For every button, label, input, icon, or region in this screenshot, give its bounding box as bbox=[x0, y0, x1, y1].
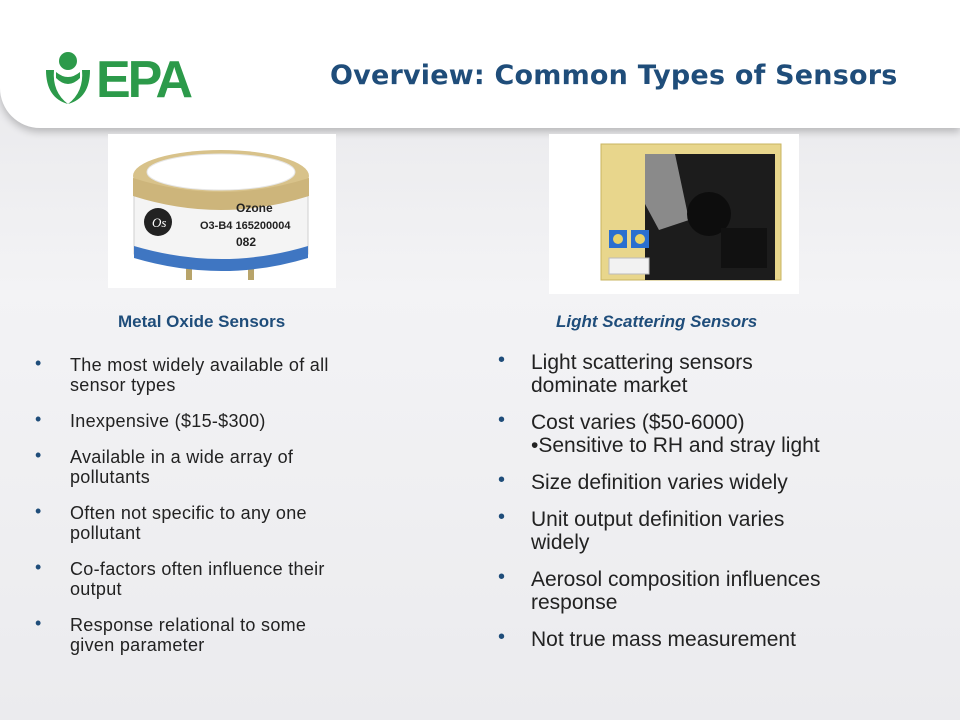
epa-logo bbox=[42, 48, 192, 110]
header-bar bbox=[0, 0, 960, 128]
metal-oxide-heading: Metal Oxide Sensors bbox=[118, 312, 286, 331]
bullet-icon: • bbox=[498, 566, 506, 588]
list-item: • Not true mass measurement bbox=[498, 626, 796, 651]
bullet-icon: • bbox=[498, 349, 506, 371]
bullet-icon: • bbox=[35, 445, 42, 465]
list-item: • Available in a wide array of pollutants bbox=[35, 445, 294, 487]
list-item: • Inexpensive ($15-$300) bbox=[35, 409, 266, 431]
epa-logo-text: EPA bbox=[96, 51, 191, 109]
list-item: • The most widely available of all sensor types bbox=[35, 353, 329, 395]
list-item: • Light scattering sensors dominate market bbox=[498, 349, 753, 397]
svg-text:O3-B4 165200004: O3-B4 165200004 bbox=[200, 220, 291, 232]
bullet-icon: • bbox=[498, 626, 506, 648]
bullet-icon: • bbox=[35, 557, 42, 577]
light-scattering-bullet-list bbox=[496, 351, 916, 665]
list-item: • Unit output definition varies widely bbox=[498, 506, 785, 554]
light-scattering-sensor-photo bbox=[549, 134, 799, 294]
page-title: Overview: Common Types of Sensors bbox=[330, 60, 898, 91]
list-item: • Response relational to some given parameter bbox=[35, 613, 307, 655]
ozone-sensor-photo bbox=[108, 134, 336, 288]
svg-text:Os: Os bbox=[152, 215, 167, 230]
list-item: • Cost varies ($50-6000) •Sensitive to RH and stray light bbox=[498, 409, 820, 457]
epa-flower-icon bbox=[42, 48, 98, 110]
svg-text:082: 082 bbox=[236, 235, 257, 249]
metal-oxide-bullet-list bbox=[32, 355, 432, 671]
list-item: • Often not specific to any one pollutant bbox=[35, 501, 307, 543]
bullet-icon: • bbox=[498, 409, 506, 431]
bullet-icon: • bbox=[35, 501, 42, 521]
svg-text:Ozone: Ozone bbox=[236, 201, 273, 215]
list-item: • Aerosol composition influences response bbox=[498, 566, 821, 614]
bullet-icon: • bbox=[498, 506, 506, 528]
bullet-icon: • bbox=[35, 409, 42, 429]
bullet-icon: • bbox=[35, 353, 42, 373]
bullet-icon: • bbox=[498, 469, 506, 491]
list-item: • Size definition varies widely bbox=[498, 469, 788, 494]
list-item: • Co-factors often influence their output bbox=[35, 557, 325, 599]
light-scattering-heading: Light Scattering Sensors bbox=[556, 312, 758, 331]
bullet-icon: • bbox=[35, 613, 42, 633]
